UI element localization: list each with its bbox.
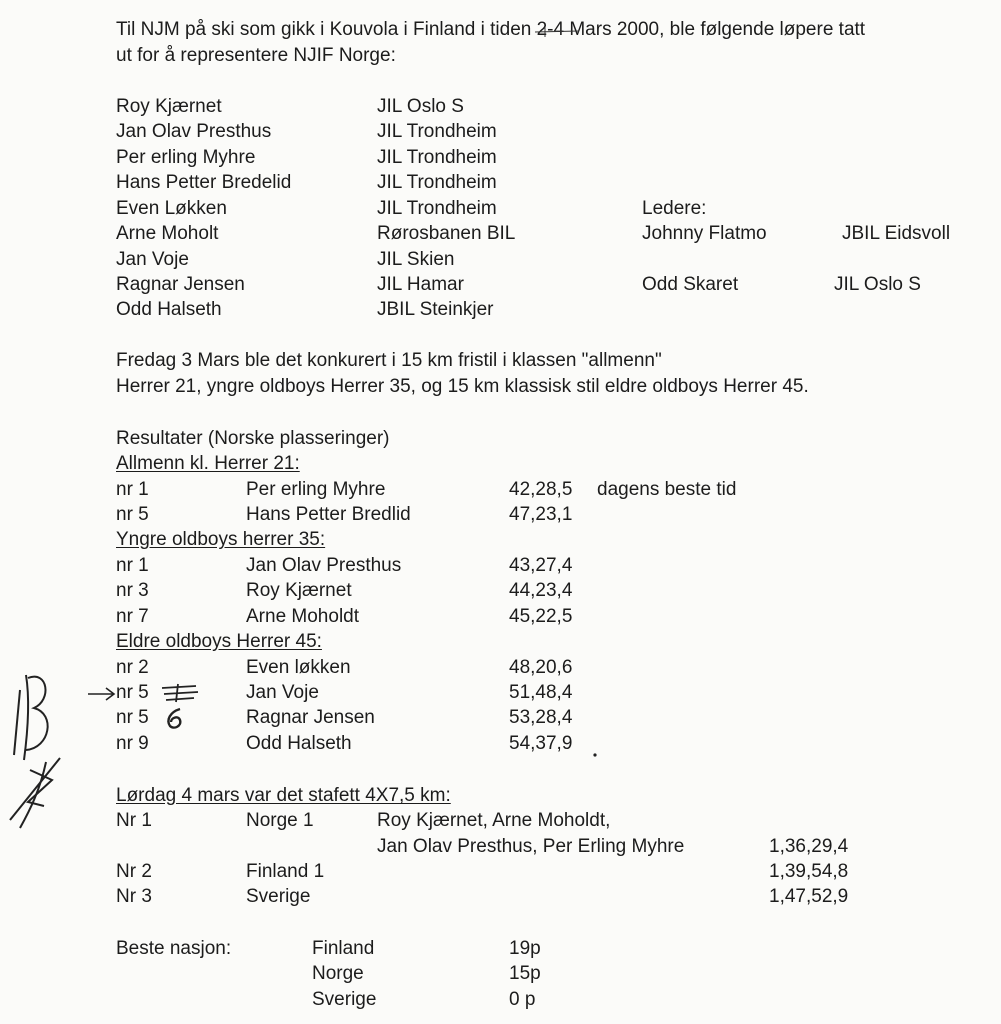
result-time: 44,23,4 bbox=[509, 580, 573, 601]
team-member-club: Rørosbanen BIL bbox=[377, 223, 516, 244]
relay-time: 1,47,52,9 bbox=[769, 886, 849, 907]
results-heading: Resultater (Norske plasseringer) bbox=[116, 428, 390, 449]
result-name: Hans Petter Bredlid bbox=[246, 504, 411, 525]
nation-points: 0 p bbox=[509, 989, 536, 1010]
result-name: Jan Voje bbox=[246, 682, 319, 703]
nation-points: 19p bbox=[509, 938, 541, 959]
strike-scribble bbox=[158, 682, 202, 704]
team-member-club: JIL Trondheim bbox=[377, 172, 497, 193]
relay-place: Nr 2 bbox=[116, 861, 152, 882]
result-place: nr 9 bbox=[116, 733, 149, 754]
nation-name: Finland bbox=[312, 938, 375, 959]
relay-place: Nr 1 bbox=[116, 810, 152, 831]
result-name: Even løkken bbox=[246, 657, 351, 678]
handwritten-six bbox=[162, 706, 188, 730]
result-name: Per erling Myhre bbox=[246, 479, 386, 500]
team-member-name: Hans Petter Bredelid bbox=[116, 172, 292, 193]
team-member-name: Jan Olav Presthus bbox=[116, 121, 272, 142]
result-time: 47,23,1 bbox=[509, 504, 573, 525]
relay-members-line-1: Roy Kjærnet, Arne Moholdt, bbox=[377, 810, 611, 831]
result-time: 51,48,4 bbox=[509, 682, 573, 703]
result-name: Arne Moholdt bbox=[246, 606, 360, 627]
leader-name: Odd Skaret bbox=[642, 274, 739, 295]
leader-club: JIL Oslo S bbox=[834, 274, 921, 295]
result-place: nr 5 bbox=[116, 504, 149, 525]
overwrite-mark bbox=[533, 26, 583, 38]
nation-name: Sverige bbox=[312, 989, 377, 1010]
allmenn-title: Allmenn kl. Herrer 21: bbox=[116, 453, 300, 474]
intro-line-1: Til NJM på ski som gikk i Kouvola i Finland i tiden 2-4 Mars 2000, ble følgende løpere tatt bbox=[116, 19, 866, 40]
result-time: 42,28,5 bbox=[509, 479, 573, 500]
stray-dot bbox=[592, 752, 600, 760]
result-place: nr 2 bbox=[116, 657, 149, 678]
result-place: nr 1 bbox=[116, 555, 149, 576]
leader-club: JBIL Eidsvoll bbox=[842, 223, 951, 244]
relay-title: Lørdag 4 mars var det stafett 4X7,5 km: bbox=[116, 785, 451, 806]
relay-members-line-2: Jan Olav Presthus, Per Erling Myhre bbox=[377, 836, 685, 857]
result-time: 53,28,4 bbox=[509, 707, 573, 728]
yngre-title: Yngre oldboys herrer 35: bbox=[116, 529, 326, 550]
team-member-name: Per erling Myhre bbox=[116, 147, 256, 168]
result-note: dagens beste tid bbox=[597, 479, 737, 500]
team-member-club: JIL Skien bbox=[377, 249, 455, 270]
relay-team: Finland 1 bbox=[246, 861, 325, 882]
friday-line-1: Fredag 3 Mars ble det konkurert i 15 km fristil i klassen "allmenn" bbox=[116, 350, 662, 371]
result-time: 43,27,4 bbox=[509, 555, 573, 576]
team-member-club: JBIL Steinkjer bbox=[377, 299, 494, 320]
intro-line-2: ut for å representere NJIF Norge: bbox=[116, 45, 396, 66]
leaders-heading: Ledere: bbox=[642, 198, 707, 219]
team-member-name: Roy Kjærnet bbox=[116, 96, 222, 117]
team-member-name: Ragnar Jensen bbox=[116, 274, 245, 295]
result-time: 54,37,9 bbox=[509, 733, 573, 754]
result-time: 48,20,6 bbox=[509, 657, 573, 678]
nation-name: Norge bbox=[312, 963, 364, 984]
result-place: nr 5 bbox=[116, 682, 149, 703]
team-member-name: Arne Moholt bbox=[116, 223, 219, 244]
relay-place: Nr 3 bbox=[116, 886, 152, 907]
team-member-club: JIL Trondheim bbox=[377, 198, 497, 219]
relay-team: Norge 1 bbox=[246, 810, 314, 831]
arrow-mark bbox=[86, 684, 118, 704]
team-member-name: Even Løkken bbox=[116, 198, 227, 219]
relay-time: 1,39,54,8 bbox=[769, 861, 849, 882]
handwritten-nb-mark bbox=[0, 630, 80, 840]
result-place: nr 3 bbox=[116, 580, 149, 601]
team-member-club: JIL Trondheim bbox=[377, 121, 497, 142]
team-member-name: Odd Halseth bbox=[116, 299, 222, 320]
result-name: Jan Olav Presthus bbox=[246, 555, 402, 576]
team-member-club: JIL Oslo S bbox=[377, 96, 464, 117]
team-member-name: Jan Voje bbox=[116, 249, 189, 270]
result-place: nr 1 bbox=[116, 479, 149, 500]
relay-team: Sverige bbox=[246, 886, 311, 907]
result-time: 45,22,5 bbox=[509, 606, 573, 627]
eldre-title: Eldre oldboys Herrer 45: bbox=[116, 631, 322, 652]
nations-label: Beste nasjon: bbox=[116, 938, 232, 959]
leader-name: Johnny Flatmo bbox=[642, 223, 767, 244]
result-place: nr 5 bbox=[116, 707, 149, 728]
friday-line-2: Herrer 21, yngre oldboys Herrer 35, og 15 km klassisk stil eldre oldboys Herrer 45. bbox=[116, 376, 809, 397]
team-member-club: JIL Trondheim bbox=[377, 147, 497, 168]
nation-points: 15p bbox=[509, 963, 541, 984]
result-name: Roy Kjærnet bbox=[246, 580, 352, 601]
result-place: nr 7 bbox=[116, 606, 149, 627]
relay-time: 1,36,29,4 bbox=[769, 836, 849, 857]
result-name: Ragnar Jensen bbox=[246, 707, 375, 728]
team-member-club: JIL Hamar bbox=[377, 274, 464, 295]
result-name: Odd Halseth bbox=[246, 733, 352, 754]
